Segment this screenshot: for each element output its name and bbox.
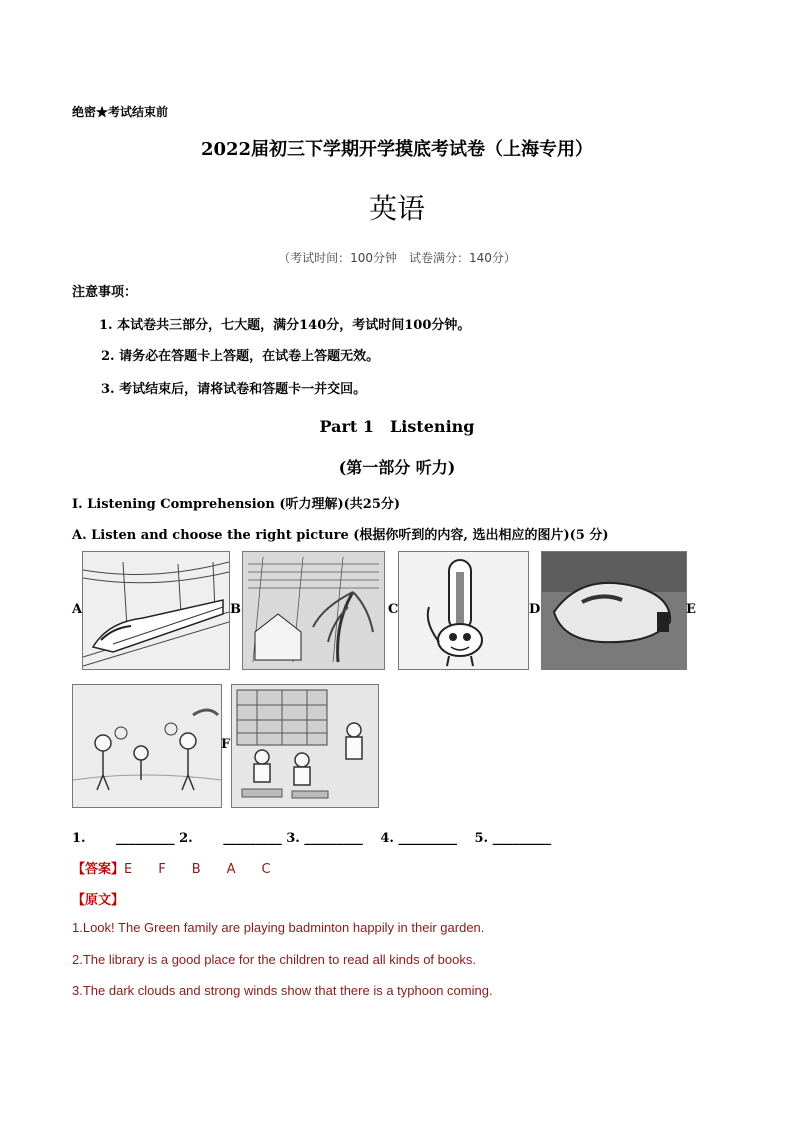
answer-value: A xyxy=(226,862,236,877)
typhoon-icon xyxy=(242,551,385,670)
library-children-icon xyxy=(231,684,379,808)
subject-title: 英语 xyxy=(368,192,425,225)
part-title: Part 1 Listening xyxy=(319,417,475,436)
original-text-tag: 【原文】 xyxy=(72,893,125,908)
answer-value: E xyxy=(124,862,133,877)
notice-item: 2. 请务必在答题卡上答题，在试卷上答题无效。 xyxy=(101,349,380,364)
confidential-label: 绝密★考试结束前 xyxy=(72,105,169,119)
train-icon xyxy=(82,551,230,670)
answer-line xyxy=(72,858,297,877)
transcript-line: 1.Look! The Green family are playing badminton happily in their garden. xyxy=(72,920,485,935)
badminton-family-icon xyxy=(72,684,222,808)
subsection-heading: A. Listen and choose the right picture (根据你听到的内容, 选出相应的图片)(5 分) xyxy=(72,528,609,543)
picture-label-f: F xyxy=(221,737,231,752)
section-heading: I. Listening Comprehension (听力理解)(共25分) xyxy=(72,497,401,512)
transcript-line: 2.The library is a good place for the children to read all kinds of books. xyxy=(72,952,476,967)
picture-label-e: E xyxy=(686,602,696,617)
thermometer-icon xyxy=(398,551,529,670)
notice-item: 3. 考试结束后，请将试卷和答题卡一并交回。 xyxy=(101,382,367,397)
picture-label-d: D xyxy=(529,602,541,617)
answer-blanks: 1. _________ 2. _________ 3. _________ 4. _________ 5. _________ xyxy=(72,831,552,846)
exam-time-info: （考试时间：100分钟 试卷满分：140分） xyxy=(278,251,516,265)
answer-value: B xyxy=(191,862,201,877)
notice-heading: 注意事项： xyxy=(72,285,138,300)
notice-item: 1. 本试卷共三部分，七大题，满分140分，考试时间100分钟。 xyxy=(99,318,471,333)
transcript-line: 3.The dark clouds and strong winds show that there is a typhoon coming. xyxy=(72,983,493,998)
part-subtitle: (第一部分 听力) xyxy=(338,458,456,477)
picture-label-c: C xyxy=(388,602,399,617)
answer-value: F xyxy=(158,862,166,877)
answer-value: C xyxy=(261,862,271,877)
racing-car-icon xyxy=(541,551,687,670)
picture-label-b: B xyxy=(230,602,241,617)
answer-tag: 【答案】 xyxy=(72,862,125,877)
exam-title: 2022届初三下学期开学摸底考试卷（上海专用） xyxy=(200,139,594,160)
picture-label-a: A xyxy=(72,602,83,617)
